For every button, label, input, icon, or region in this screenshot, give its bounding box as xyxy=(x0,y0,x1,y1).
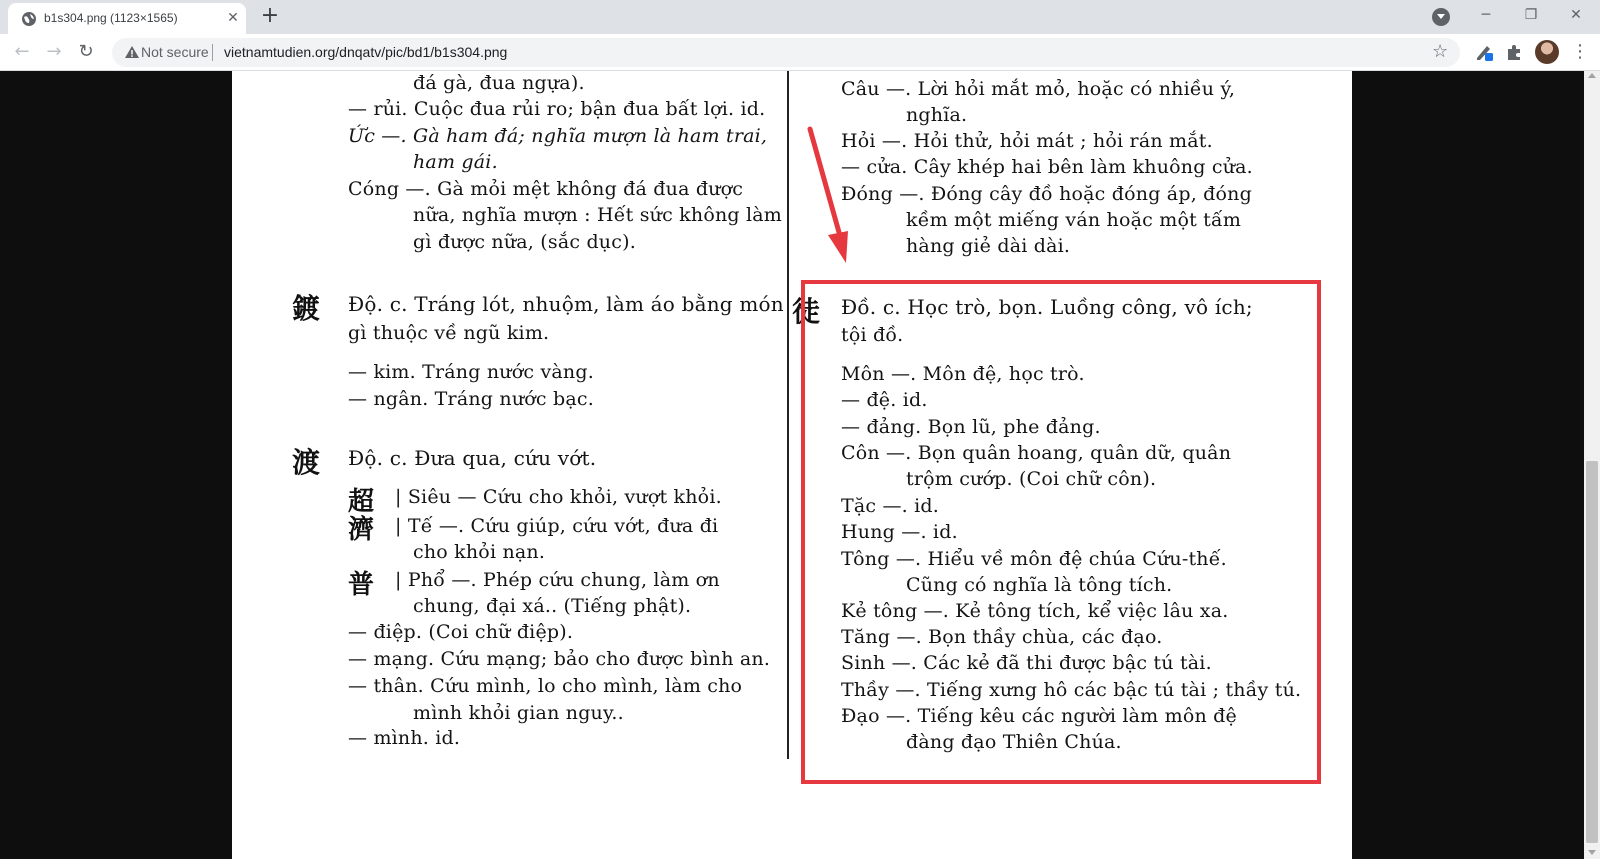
url-text[interactable]: vietnamtudien.org/dnqatv/pic/bd1/b1s304.png xyxy=(224,44,508,60)
text-line: nghĩa. xyxy=(906,104,968,126)
text-line: chung, đại xá.. (Tiếng phật). xyxy=(413,595,692,617)
scroll-down-arrow-icon[interactable] xyxy=(1588,850,1596,855)
text-line: đá gà, đua ngựa). xyxy=(413,72,585,94)
tab-strip xyxy=(0,0,1600,34)
text-line: — mình. id. xyxy=(348,727,461,749)
extension-pen-icon[interactable] xyxy=(1473,41,1495,63)
text-line: Thầy —. Tiếng xưng hô các bậc tú tài ; thầy tú. xyxy=(841,679,1302,701)
warning-icon[interactable] xyxy=(124,44,140,60)
text-line: Môn —. Môn đệ, học trò. xyxy=(841,363,1085,385)
text-line: gì thuộc về ngũ kim. xyxy=(348,322,550,344)
vertical-scrollbar[interactable] xyxy=(1584,71,1600,859)
text-line: — ngân. Tráng nước bạc. xyxy=(348,388,594,410)
text-line: — điệp. (Coi chữ điệp). xyxy=(348,621,574,643)
text-line: Đạo —. Tiếng kêu các người làm môn đệ xyxy=(841,705,1237,727)
restore-button[interactable]: ❐ xyxy=(1524,7,1538,23)
tab-close-icon[interactable]: ✕ xyxy=(227,10,239,26)
text-line: — mạng. Cứu mạng; bảo cho được bình an. xyxy=(348,648,771,670)
tab-search-icon[interactable] xyxy=(1432,8,1450,26)
omnibox-divider xyxy=(212,44,213,61)
text-line: Kẻ tông —. Kẻ tông tích, kể việc lâu xa. xyxy=(841,600,1229,622)
text-line: Cũng có nghĩa là tông tích. xyxy=(906,574,1173,596)
left-column xyxy=(232,71,787,859)
browser-toolbar xyxy=(0,34,1600,71)
text-line: — kim. Tráng nước vàng. xyxy=(348,361,594,383)
hanzi-headword: 徒 xyxy=(792,295,821,328)
text-line: Ức —. Gà ham đá; nghĩa mượn là ham trai, xyxy=(348,125,768,147)
text-line: Hung —. id. xyxy=(841,521,958,543)
text-line: — đệ. id. xyxy=(841,389,928,411)
minimize-button[interactable]: ─ xyxy=(1481,7,1491,23)
text-line: kềm một miếng ván hoặc một tấm xyxy=(906,209,1242,231)
text-line: nữa, nghĩa mượn : Hết sức không làm xyxy=(413,204,783,226)
text-line: Tông —. Hiểu về môn đệ chúa Cứu-thế. xyxy=(841,548,1227,570)
close-window-button[interactable]: ✕ xyxy=(1570,7,1582,23)
highlight-box xyxy=(801,280,1321,784)
hanzi-headword: 鍍 xyxy=(292,292,321,325)
text-line: | Phổ —. Phép cứu chung, làm ơn xyxy=(395,569,720,591)
red-arrow-annotation xyxy=(802,123,862,273)
forward-button[interactable]: → xyxy=(46,41,62,62)
reload-button[interactable]: ↻ xyxy=(78,41,94,62)
text-line: — rủi. Cuộc đua rủi ro; bận đua bất lợi. id. xyxy=(348,98,766,120)
text-line: — cửa. Cây khép hai bên làm khuông cửa. xyxy=(841,156,1253,178)
text-line: Đóng —. Đóng cây đồ hoặc đóng áp, đóng xyxy=(841,183,1252,205)
new-tab-button[interactable]: + xyxy=(260,3,280,28)
tab-title: b1s304.png (1123×1565) xyxy=(44,11,178,25)
scroll-thumb[interactable] xyxy=(1586,461,1598,843)
hanzi-subword: 濟 xyxy=(348,515,375,545)
text-line: Côn —. Bọn quân hoang, quân dữ, quân xyxy=(841,442,1232,464)
text-line: Tăng —. Bọn thầy chùa, các đạo. xyxy=(841,626,1163,648)
profile-avatar[interactable] xyxy=(1535,40,1559,64)
text-line: mình khỏi gian nguy.. xyxy=(413,702,624,724)
text-line: | Tế —. Cứu giúp, cứu vớt, đưa đi xyxy=(395,515,719,537)
security-status[interactable]: Not secure xyxy=(141,44,209,60)
extensions-puzzle-icon[interactable] xyxy=(1503,41,1525,63)
text-line: | Siêu — Cứu cho khỏi, vượt khỏi. xyxy=(395,486,722,508)
text-line: gì được nữa, (sắc dục). xyxy=(413,231,636,253)
text-line: cho khỏi nạn. xyxy=(413,541,546,563)
bookmark-star-icon[interactable]: ☆ xyxy=(1432,41,1449,62)
entry-headline: Độ. c. Tráng lót, nhuộm, làm áo bằng món xyxy=(348,292,784,316)
back-button[interactable]: ← xyxy=(14,41,30,62)
entry-headline: Độ. c. Đưa qua, cứu vớt. xyxy=(348,446,597,470)
text-line: Cóng —. Gà mỏi mệt không đá đua được xyxy=(348,178,744,200)
address-bar[interactable] xyxy=(112,38,1460,67)
hanzi-subword: 普 xyxy=(348,570,375,600)
hanzi-subword: 超 xyxy=(348,487,375,517)
text-line: tội đồ. xyxy=(841,324,904,346)
text-line: Tặc —. id. xyxy=(841,495,940,517)
text-line: Hỏi —. Hỏi thử, hỏi mát ; hỏi rán mắt. xyxy=(841,130,1213,152)
text-line: hàng giẻ dài dài. xyxy=(906,235,1071,257)
text-line: ham gái. xyxy=(413,151,498,173)
image-viewport xyxy=(0,71,1600,859)
menu-icon[interactable]: ⋮ xyxy=(1571,41,1589,62)
browser-tab[interactable] xyxy=(8,3,246,34)
hanzi-headword: 渡 xyxy=(292,446,321,479)
text-line: — thân. Cứu mình, lo cho mình, làm cho xyxy=(348,675,743,697)
text-line: Sinh —. Các kẻ đã thi được bậc tú tài. xyxy=(841,652,1212,674)
entry-headline: Đồ. c. Học trò, bọn. Luồng công, vô ích; xyxy=(841,295,1253,319)
text-line: đàng đạo Thiên Chúa. xyxy=(906,731,1122,753)
scanned-dictionary-page xyxy=(232,71,1352,859)
globe-icon xyxy=(21,11,37,27)
text-line: trộm cướp. (Coi chữ côn). xyxy=(906,468,1157,490)
scroll-up-arrow-icon[interactable] xyxy=(1588,73,1596,78)
text-line: — đảng. Bọn lũ, phe đảng. xyxy=(841,416,1101,438)
text-line: Câu —. Lời hỏi mắt mỏ, hoặc có nhiều ý, xyxy=(841,78,1236,100)
